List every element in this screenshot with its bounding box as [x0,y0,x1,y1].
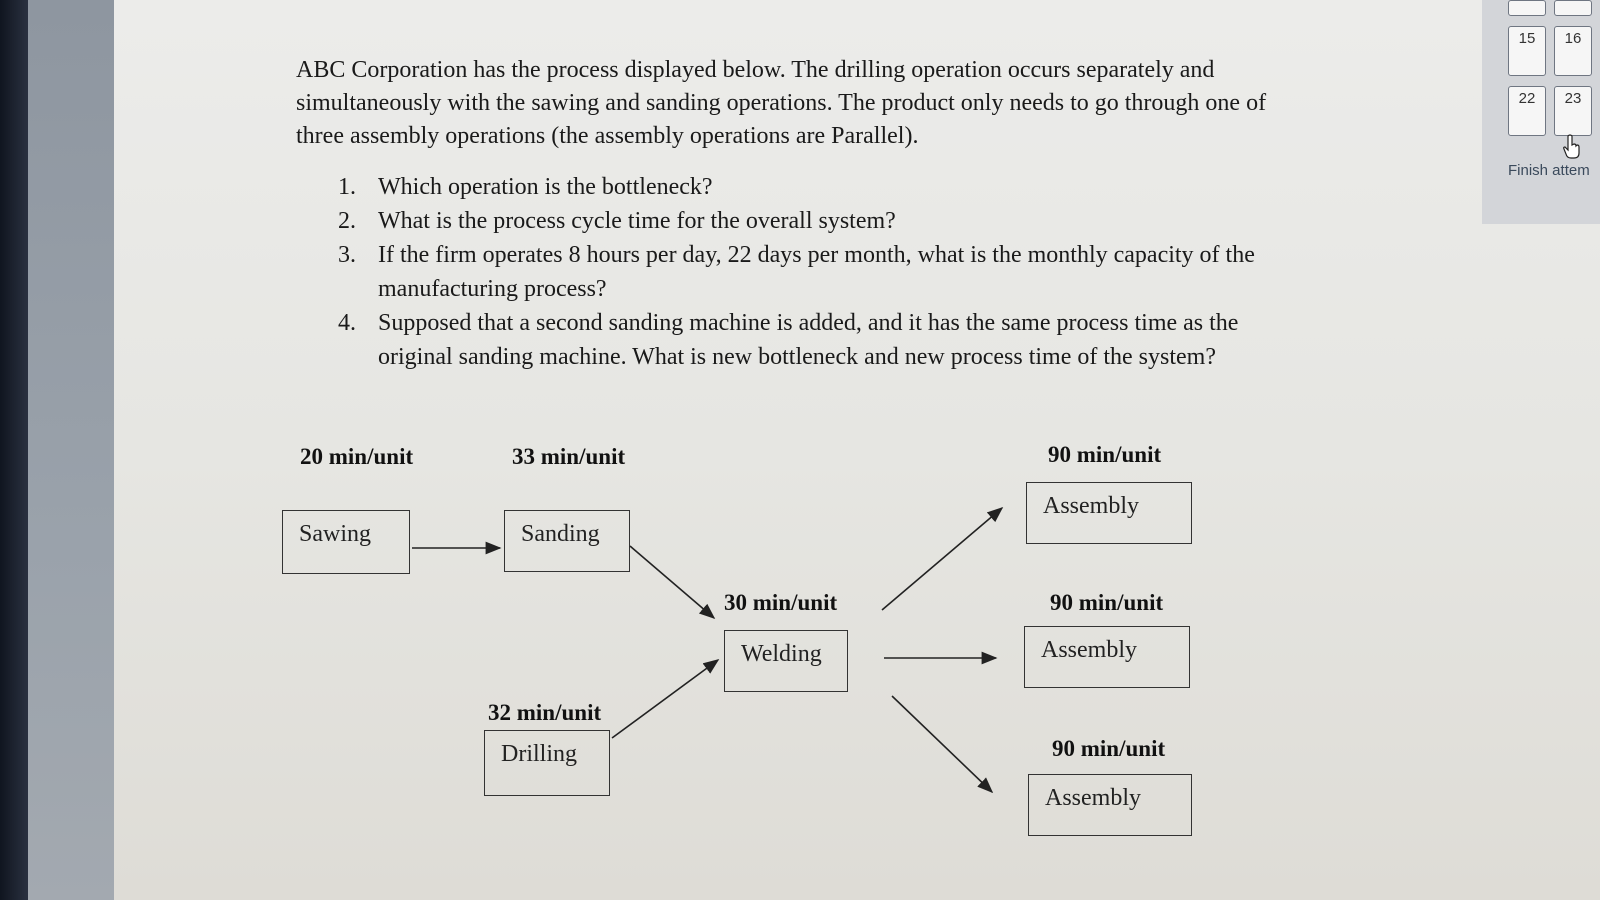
assembly-rate: 90 min/unit [1052,736,1166,761]
assembly-rate: 90 min/unit [1048,442,1162,467]
quiz-nav-button[interactable] [1508,0,1546,16]
drilling-rate: 32 min/unit [488,700,602,725]
question-intro: ABC Corporation has the process displayed below. The drilling operation occurs separately and simultaneously with the sawing and sanding operations. The product only needs to go through one of three assembly operations (the assembly operations are Parallel). [296,57,1267,149]
quiz-nav-button[interactable] [1554,0,1592,16]
quiz-nav-button-22[interactable]: 22 [1508,86,1546,136]
question-item: 4. Supposed that a second sanding machine is added, and it has the same process time as the original sanding machine. What is new bottleneck and new process time of the system? [338,310,1239,370]
sawing-box: Sawing [282,510,410,574]
sanding-rate: 33 min/unit [512,444,626,469]
welding-box: Welding [724,630,848,692]
question-item: 3. If the firm operates 8 hours per day, 22 days per month, what is the monthly capacity of the manufacturing process? [338,242,1255,302]
sanding-box: Sanding [504,510,630,572]
drilling-box: Drilling [484,730,610,796]
assembly-box: Assembly [1026,482,1192,544]
hand-cursor-icon [1562,134,1582,160]
arrow-welding-to-assembly-bottom [892,696,992,792]
question-item: 2. What is the process cycle time for the overall system? [338,208,896,234]
arrow-drilling-to-welding [612,660,718,738]
question-item: 1. Which operation is the bottleneck? [338,174,713,200]
assembly-box: Assembly [1028,774,1192,836]
quiz-nav-button-16[interactable]: 16 [1554,26,1592,76]
quiz-nav-button-23[interactable]: 23 [1554,86,1592,136]
sawing-rate: 20 min/unit [300,444,414,469]
finish-attempt-link[interactable]: Finish attem [1508,162,1590,179]
quiz-nav-button-15[interactable]: 15 [1508,26,1546,76]
assembly-box: Assembly [1024,626,1190,688]
assembly-rate: 90 min/unit [1050,590,1164,615]
arrow-welding-to-assembly-top [882,508,1002,610]
arrow-sanding-to-welding [630,546,714,618]
welding-rate: 30 min/unit [724,590,838,615]
